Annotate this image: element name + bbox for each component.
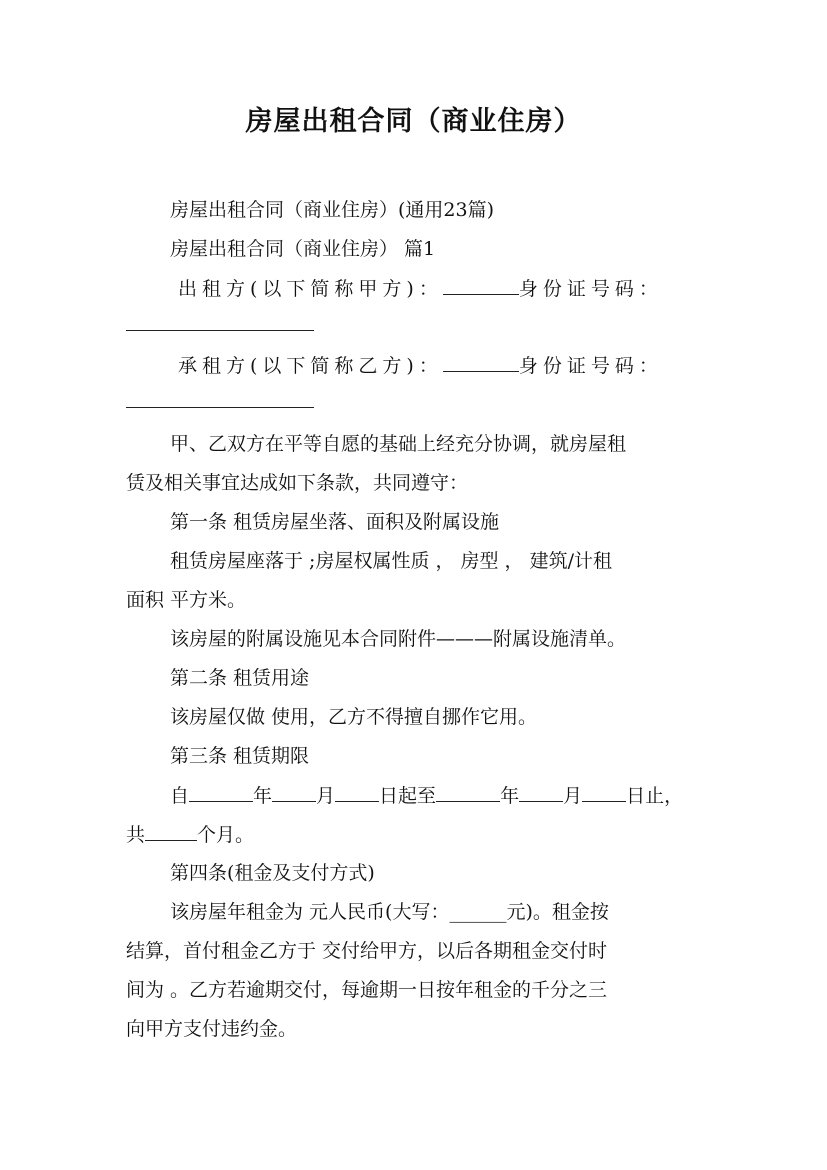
end-month-blank: [519, 781, 563, 802]
intro-line-1: 甲、乙双方在平等自愿的基础上经充分协调，就房屋租: [170, 433, 627, 455]
lessor-id-line: [126, 310, 314, 339]
article-1-line-3: 该房屋的附属设施见本合同附件———附属设施清单。: [170, 628, 627, 650]
article-3-title: 第三条 租赁期限: [170, 745, 310, 767]
lessee-name-blank: [443, 351, 519, 372]
document-title: 房屋出租合同（商业住房）: [245, 106, 582, 137]
article-4-title: 第四条(租金及支付方式): [170, 862, 375, 884]
article-1-line-2: 面积 平方米。: [126, 589, 247, 611]
lessee-id-label: 身份证号码：: [518, 355, 663, 377]
lessor-id-label: 身份证号码：: [518, 278, 663, 300]
article-4-line-1: 该房屋年租金为 元人民币(大写：______元)。租金按: [170, 901, 609, 923]
subtitle: 房屋出租合同（商业住房）(通用23篇): [170, 199, 495, 221]
start-year-blank: [189, 781, 253, 802]
lessee-id-blank: [126, 387, 314, 408]
article-1-title: 第一条 租赁房屋坐落、面积及附属设施: [170, 511, 500, 533]
lessee-id-line: [126, 387, 314, 416]
lessor-label: 出租方(以下简称甲方)：: [178, 278, 443, 300]
term-month: 月: [316, 785, 336, 807]
lessor-line: [178, 274, 663, 303]
intro-line-2: 赁及相关事宜达成如下条款，共同遵守：: [126, 472, 469, 494]
lessee-line: [178, 351, 663, 380]
section-heading: 房屋出租合同（商业住房） 篇1: [170, 238, 436, 260]
start-month-blank: [272, 781, 316, 802]
start-day-blank: [335, 781, 379, 802]
article-1-line-1: 租赁房屋座落于 ;房屋权属性质 ， 房型 ， 建筑/计租: [170, 550, 613, 572]
term-from: 自: [170, 785, 190, 807]
end-year-blank: [436, 781, 500, 802]
lessor-name-blank: [443, 274, 519, 295]
term-year-2: 年: [500, 785, 520, 807]
term-month-2: 月: [563, 785, 583, 807]
end-day-blank: [582, 781, 626, 802]
article-4-line-3: 间为 。乙方若逾期交付，每逾期一日按年租金的千分之三: [126, 979, 608, 1001]
article-4-line-2: 结算，首付租金乙方于 交付给甲方，以后各期租金交付时: [126, 940, 608, 962]
lessor-id-blank: [126, 310, 314, 331]
term-total: 共: [126, 824, 146, 846]
term-day-to: 日起至: [379, 785, 437, 807]
total-months-blank: [145, 820, 197, 841]
article-2-title: 第二条 租赁用途: [170, 667, 310, 689]
article-3-total-line: [126, 820, 254, 849]
lessee-label: 承租方(以下简称乙方)：: [178, 355, 443, 377]
article-4-line-4: 向甲方支付违约金。: [126, 1018, 298, 1040]
article-2-line-1: 该房屋仅做 使用，乙方不得擅自挪作它用。: [170, 706, 538, 728]
term-months: 个月。: [197, 824, 255, 846]
article-3-term-line: [170, 781, 683, 810]
term-day-end: 日止，: [626, 785, 684, 807]
term-year: 年: [253, 785, 273, 807]
